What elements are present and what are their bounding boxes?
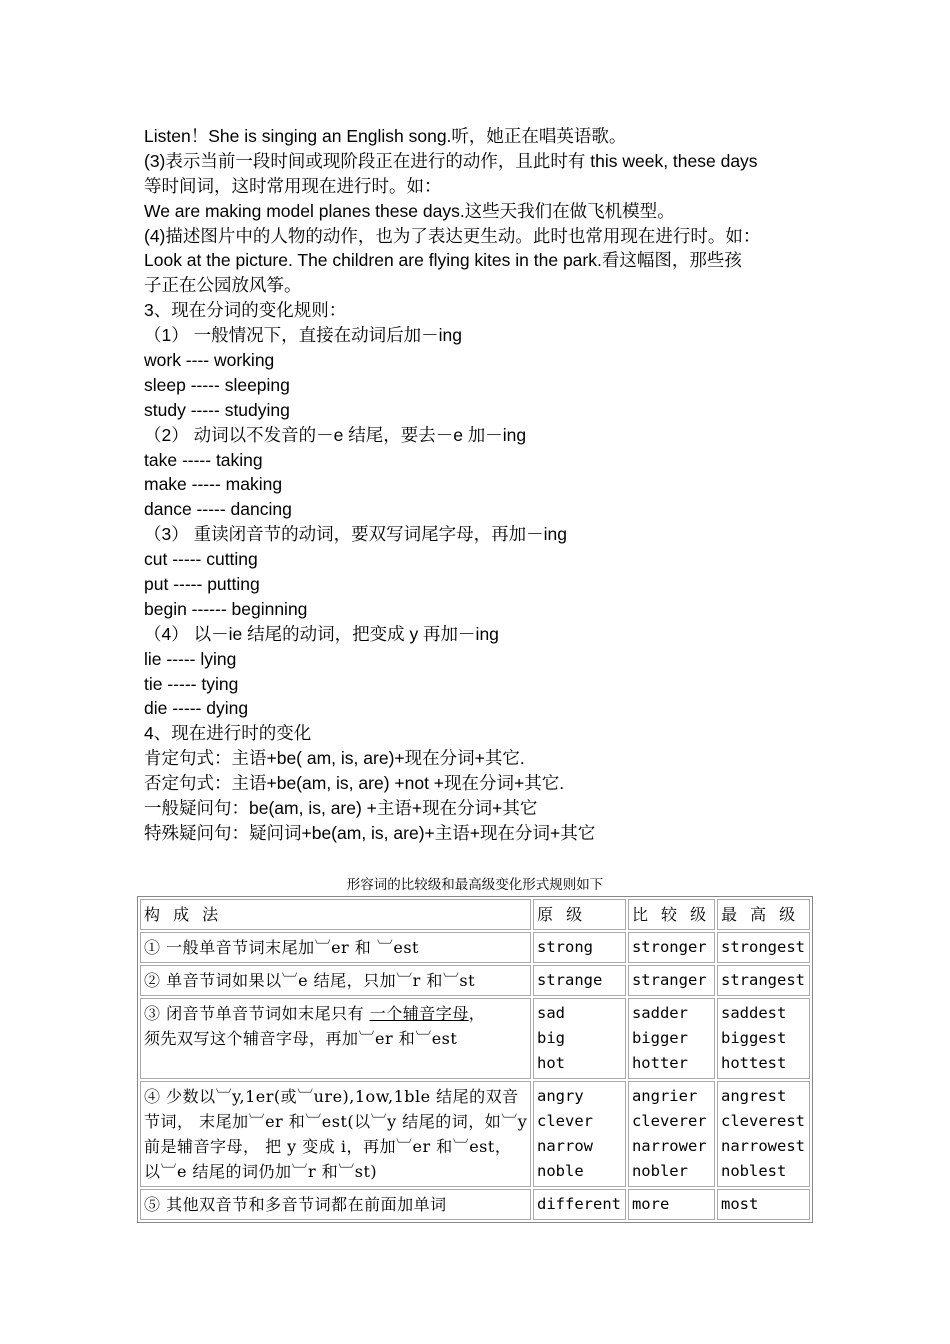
rule-cell: ② 单音节词如果以︺e 结尾，只加︺r 和︺st — [140, 965, 531, 996]
text-line: Look at the picture. The children are flying kites in the park.看这幅图，那些孩 — [144, 250, 742, 271]
rule-cell: ④ 少数以︺y,1er(或︺ure),1ow,1ble 结尾的双音节词， 末尾加︺er 和︺est(以︺y 结尾的词，如︺y 前是辅音字母， 把 y 变成 i，再加︺er 和︺est，以︺e 结尾的词仍加︺r 和︺st) — [140, 1081, 531, 1187]
example-line: sleep ----- sleeping — [144, 374, 290, 395]
rule-heading: （2） 动词以不发音的－e 结尾，要去－e 加－ing — [144, 424, 527, 445]
text-line: (4)描述图片中的人物的动作，也为了表达更生动。此时也常用现在进行时。如： — [144, 225, 761, 246]
example-line: study ----- studying — [144, 399, 290, 420]
text-line: Listen！She is singing an English song.听，她正在唱英语歌。 — [144, 126, 627, 146]
example-line: put ----- putting — [144, 574, 260, 595]
example-line: die ----- dying — [144, 698, 249, 719]
text-line: We are making model planes these days.这些天我们在做飞机模型。 — [144, 200, 675, 221]
pattern-line: 特殊疑问句：疑问词+be(am, is, are)+主语+现在分词+其它 — [144, 822, 596, 843]
header-cell-base: 原 级 — [533, 899, 626, 930]
rule-text: ， — [468, 1004, 486, 1023]
section-heading: 4、现在进行时的变化 — [144, 723, 312, 744]
rule-heading: （4） 以－ie 结尾的动词，把变成 y 再加－ing — [144, 623, 499, 644]
table-row — [140, 1189, 810, 1220]
document-body — [144, 124, 824, 846]
pattern-line: 否定句式：主语+be(am, is, are) +not +现在分词+其它. — [144, 773, 565, 794]
rule-text: 须先双写这个辅音字母，再加︺er 和︺est — [144, 1029, 458, 1048]
superlative-cell: strangest — [717, 965, 810, 996]
comparative-cell: more — [628, 1189, 715, 1220]
table-caption: 形容词的比较级和最高级变化形式规则如下 — [346, 877, 604, 893]
rule-cell: ⑤ 其他双音节和多音节词都在前面加单词 — [140, 1189, 531, 1220]
base-cell: angry clever narrow noble — [533, 1081, 626, 1187]
comparative-cell: angrier cleverer narrower nobler — [628, 1081, 715, 1187]
pattern-line: 肯定句式：主语+be( am, is, are)+现在分词+其它. — [144, 748, 525, 769]
base-cell: strong — [533, 932, 626, 963]
example-line: tie ----- tying — [144, 673, 239, 694]
rule-cell: ① 一般单音节词末尾加︺er 和 ︺est — [140, 932, 531, 963]
section-heading: 3、现在分词的变化规则： — [144, 300, 347, 321]
pattern-line: 一般疑问句：be(am, is, are) +主语+现在分词+其它 — [144, 798, 538, 819]
text-line: 等时间词，这时常用现在进行时。如： — [144, 175, 442, 196]
rule-heading: （3） 重读闭音节的动词，要双写词尾字母，再加－ing — [144, 524, 567, 545]
text-line: 子正在公园放风筝。 — [144, 275, 302, 296]
text-line: (3)表示当前一段时间或现阶段正在进行的动作，且此时有 this week, these days — [144, 150, 758, 171]
superlative-cell: strongest — [717, 932, 810, 963]
base-cell: strange — [533, 965, 626, 996]
rule-cell — [140, 998, 531, 1079]
rule-text: ③ 闭音节单音节词如末尾只有 — [144, 1004, 370, 1023]
superlative-cell: angrest cleverest narrowest noblest — [717, 1081, 810, 1187]
table-row — [140, 1081, 810, 1187]
comparative-cell: sadder bigger hotter — [628, 998, 715, 1079]
rule-heading: （1） 一般情况下，直接在动词后加－ing — [144, 325, 462, 346]
header-cell-method: 构 成 法 — [140, 899, 531, 930]
table-row — [140, 965, 810, 996]
comparative-cell: stronger — [628, 932, 715, 963]
comparison-table — [137, 896, 813, 1223]
example-line: lie ----- lying — [144, 648, 237, 669]
superlative-cell: most — [717, 1189, 810, 1220]
example-line: work ---- working — [144, 350, 275, 371]
example-line: cut ----- cutting — [144, 549, 258, 570]
example-line: take ----- taking — [144, 449, 263, 470]
table-header-row — [140, 899, 810, 930]
header-cell-comparative: 比 较 级 — [628, 899, 715, 930]
table-row — [140, 932, 810, 963]
base-cell: different — [533, 1189, 626, 1220]
example-line: make ----- making — [144, 474, 283, 495]
example-line: dance ----- dancing — [144, 499, 292, 520]
example-line: begin ------ beginning — [144, 598, 308, 619]
rule-underlined-text: 一个辅音字母 — [369, 1004, 469, 1023]
header-cell-superlative: 最 高 级 — [717, 899, 810, 930]
base-cell: sad big hot — [533, 998, 626, 1079]
comparative-cell: stranger — [628, 965, 715, 996]
superlative-cell: saddest biggest hottest — [717, 998, 810, 1079]
table-row — [140, 998, 810, 1079]
